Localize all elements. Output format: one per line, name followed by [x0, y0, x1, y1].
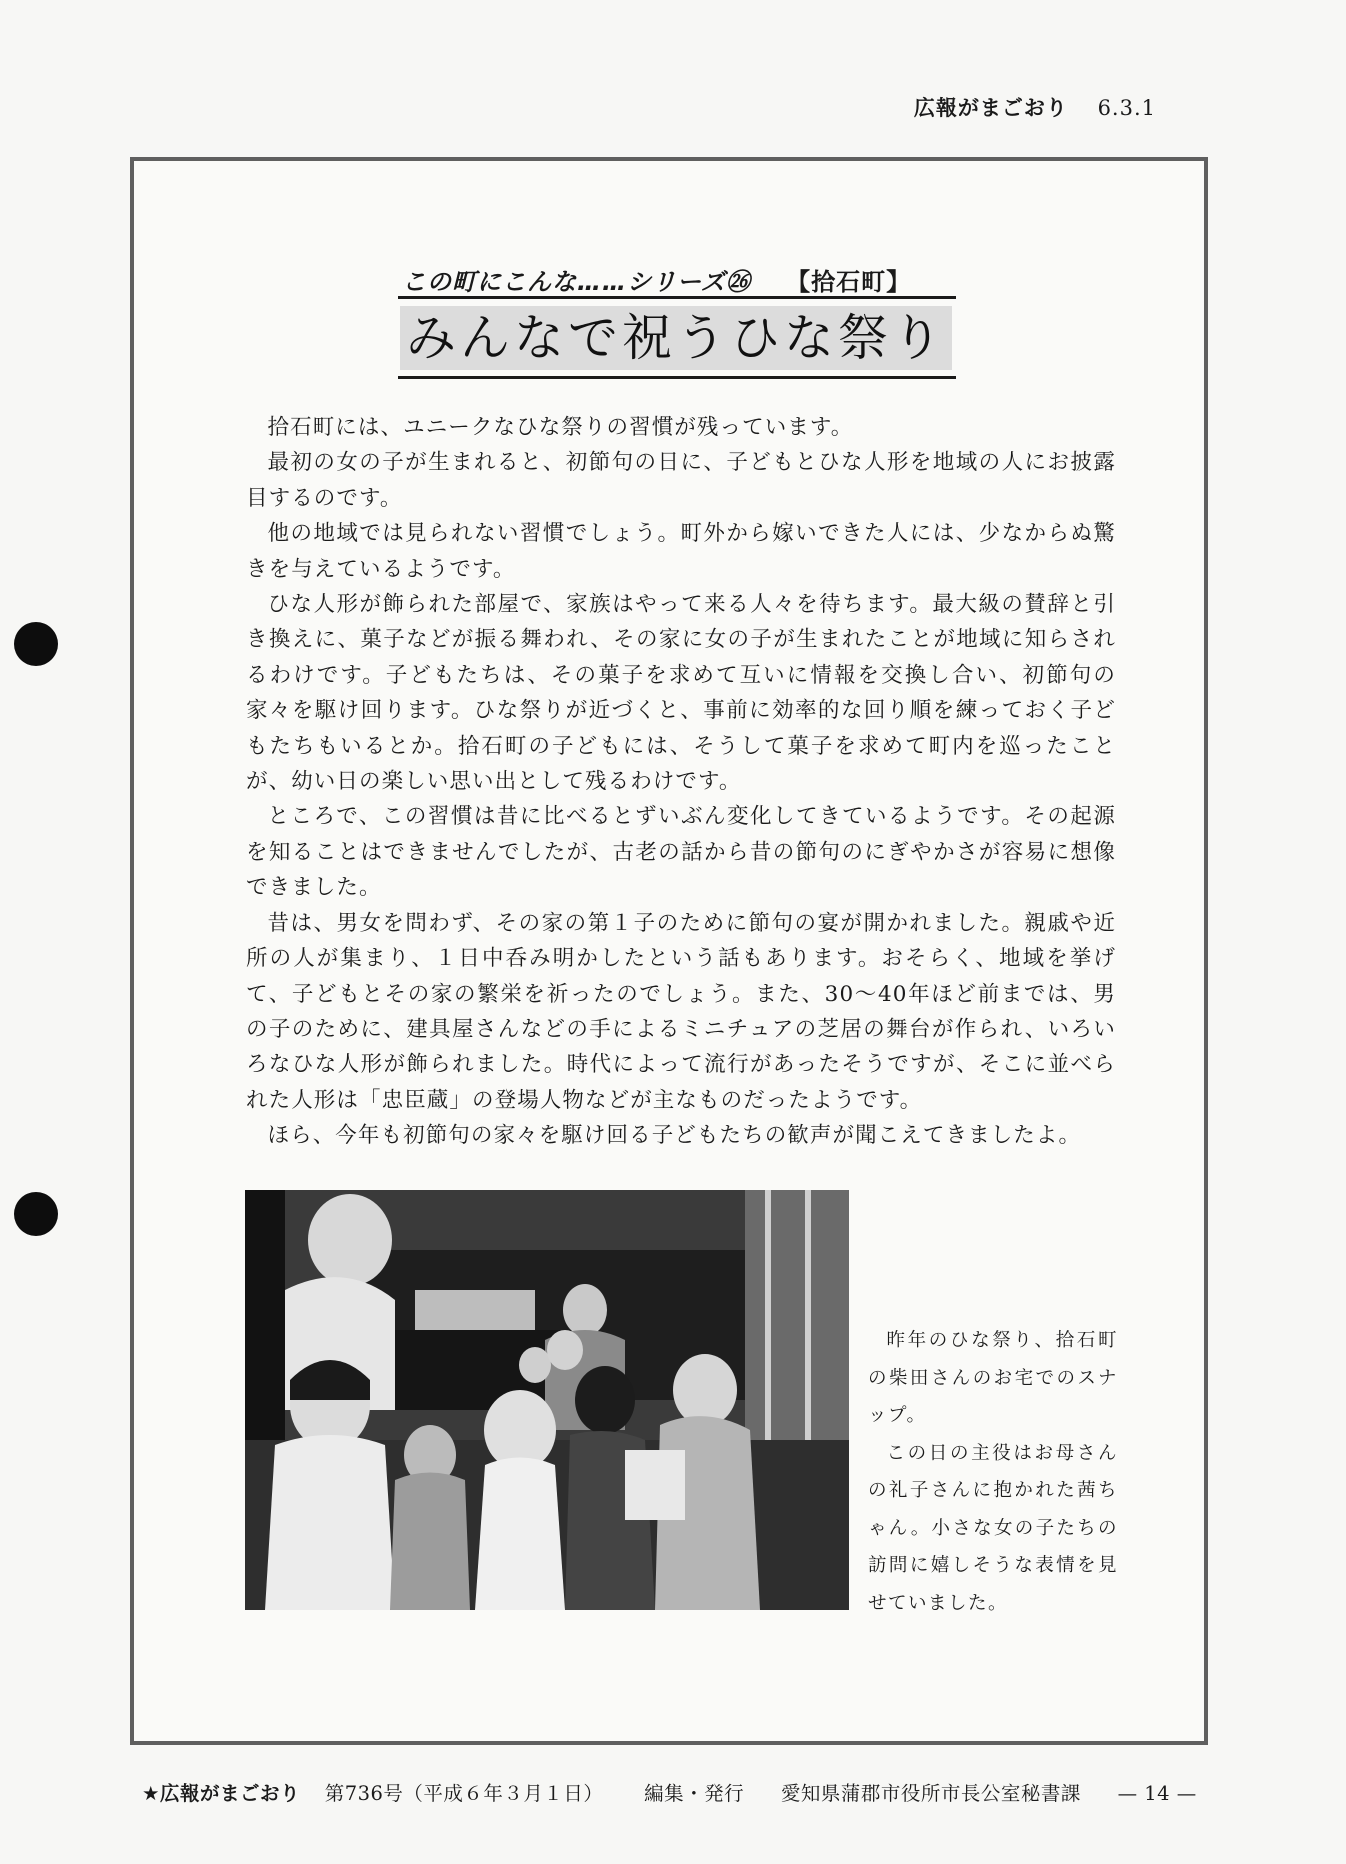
article-photo [245, 1190, 849, 1610]
footer-office: 愛知県蒲郡市役所市長公室秘書課 [780, 1782, 1081, 1805]
town-label: 【拾石町】 [786, 268, 912, 296]
page-number: — 14 — [1117, 1782, 1197, 1805]
page-footer [142, 1778, 1242, 1806]
header-publication: 広報がまごおり [913, 96, 1068, 120]
caption-paragraph: 昨年のひな祭り、拾石町の柴田さんのお宅でのスナップ。 [868, 1330, 1118, 1426]
paragraph: ところで、この習慣は昔に比べるとずいぶん変化してきているようです。その起源を知ることはできませんでしたが、古老の話から昔の節句のにぎやかさが容易に想像できました。 [246, 804, 1116, 901]
footer-issue: 第736号（平成６年３月１日） [324, 1782, 604, 1805]
article-title: みんなで祝うひな祭り [406, 309, 946, 367]
page-header [914, 92, 1156, 122]
paragraph: ほら、今年も初節句の家々を駆け回る子どもたちの歓声が聞こえてきましたよ。 [267, 1123, 1082, 1149]
article-body [246, 410, 1116, 1154]
title-rule-top [398, 296, 956, 299]
paragraph: ひな人形が飾られた部屋で、家族はやって来る人々を待ちます。最大級の賛辞と引き換えに、菓子などが振る舞われ、その家に女の子が生まれたことが地域に知らされるわけです。子どもたちは、その菓子を求めて互いに情報を交換し合い、初節句の家々を駆け回ります。ひな祭りが近づくと、事前に効率的な回り順を練っておく子どもたちもいるとか。拾石町の子どもには、そうして菓子を求めて町内を巡ったことが、幼い日の楽しい思い出として残るわけです。 [246, 592, 1116, 795]
header-date: 6.3.1 [1097, 96, 1156, 120]
photo-illustration [245, 1190, 849, 1610]
paragraph: 最初の女の子が生まれると、初節句の日に、子どもとひな人形を地域の人にお披露目するのです。 [246, 450, 1116, 511]
series-heading [402, 262, 952, 297]
title-rule-bottom [398, 376, 956, 379]
paragraph: 他の地域では見られない習慣でしょう。町外から嫁いできた人には、少なからぬ驚きを与えているようです。 [246, 521, 1116, 582]
binder-hole-top [14, 622, 58, 666]
binder-hole-bottom [14, 1192, 58, 1236]
paragraph: 拾石町には、ユニークなひな祭りの習慣が残っています。 [267, 415, 854, 440]
footer-editor-label: 編集・発行 [644, 1782, 745, 1805]
footer-publication: ★広報がまごおり [142, 1782, 300, 1805]
paragraph: 昔は、男女を問わず、その家の第１子のために節句の宴が開かれました。親戚や近所の人が集まり、１日中呑み明かしたという話もあります。おそらく、地域を挙げて、子どもとその家の繁栄を祈ったのでしょう。また、30～40年ほど前までは、男の子のために、建具屋さんなどの手によるミニチュアの芝居の舞台が作られ、いろいろなひな人形が飾られました。時代によって流行があったそうですが、そこに並べられた人形は「忠臣蔵」の登場人物などが主なものだったようです。 [246, 910, 1116, 1113]
photo-caption [868, 1322, 1118, 1622]
caption-paragraph: この日の主役はお母さんの礼子さんに抱かれた茜ちゃん。小さな女の子たちの訪問に嬉しそうな表情を見せていました。 [868, 1442, 1118, 1614]
series-label: この町にこんな……シリーズ㉖ [402, 268, 751, 296]
